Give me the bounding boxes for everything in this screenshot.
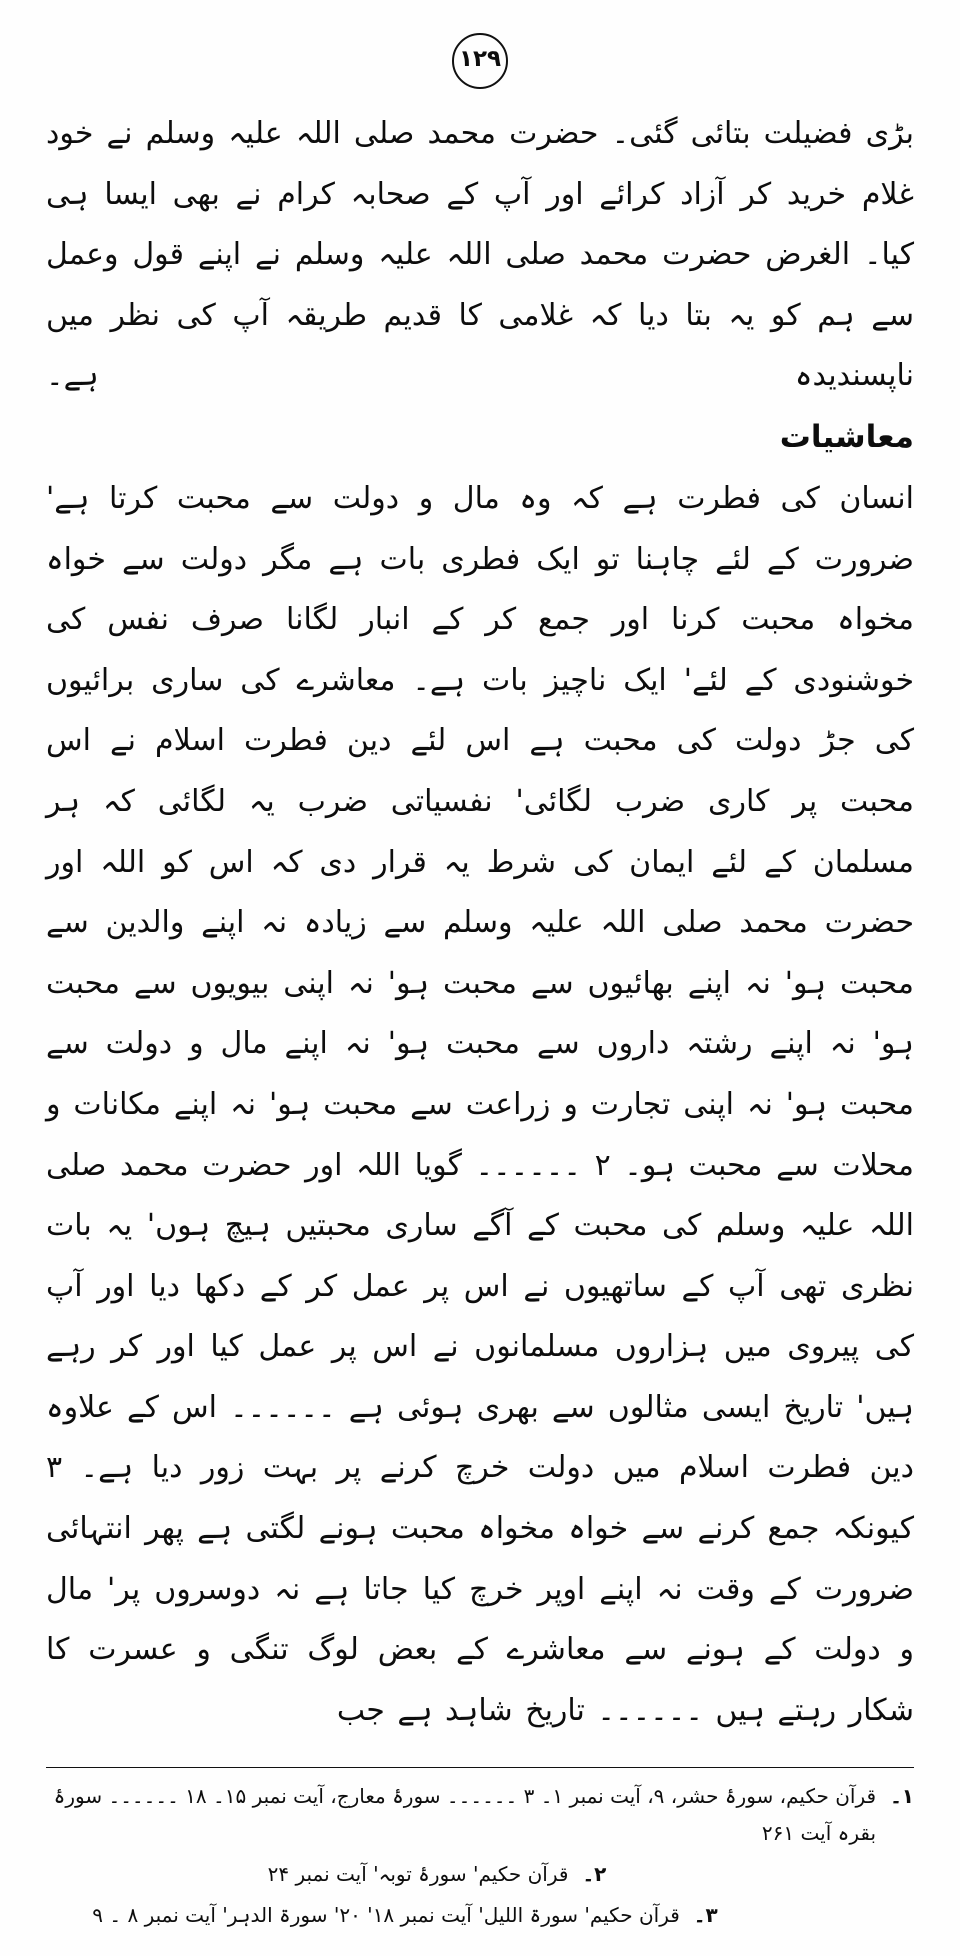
footnote-number: ۲۔ xyxy=(582,1862,607,1887)
paragraph-economics: انسان کی فطرت ہے کہ وہ مال و دولت سے محبت کرتا ہے' ضرورت کے لئے چاہنا تو ایک فطری بات ہے مگر دولت سے خواہ مخواہ محبت کرنا اور جمع کر کے انبار لگانا صرف نفس کی خوشنودی کے لئے' ایک ناچیز بات ہے۔ معاشرے کی ساری برائیوں کی جڑ دولت کی محبت ہے اس لئے دین فطرت اسلام نے اس محبت پر کاری ضرب لگائی' نفسیاتی ضرب یہ لگائی کہ ہر مسلمان کے لئے ایمان کی شرط یہ قرار دی کہ اس کو اللہ اور حضرت محمد صلی اللہ علیہ وسلم سے زیادہ نہ اپنے والدین سے محبت ہو' نہ اپنے بھائیوں سے محبت ہو' نہ اپنی بیویوں سے محبت ہو' نہ اپنے رشتہ داروں سے محبت ہو' نہ اپنے مال و دولت سے محبت ہو' نہ اپنی تجارت و زراعت سے محبت ہو' نہ اپنے مکانات و محلات سے محبت ہو۔ ۲ ۔۔۔۔۔۔ گویا اللہ اور حضرت محمد صلی اللہ علیہ وسلم کی محبت کے آگے ساری محبتیں ہیچ ہوں' یہ بات نظری تھی آپ کے ساتھیوں نے اس پر عمل کر کے دکھا دیا اور آپ کی پیروی میں ہزاروں مسلمانوں نے اس پر عمل کیا اور کر رہے ہیں' تاریخ ایسی مثالوں سے بھری ہوئی ہے ۔۔۔۔۔۔ اس کے علاوہ دین فطرت اسلام میں دولت خرچ کرنے پر بہت زور دیا ہے۔ ۳ کیونکہ جمع کرنے سے خواہ مخواہ محبت ہونے لگتی ہے پھر انتہائی ضرورت کے وقت نہ اپنے اوپر خرچ کیا جاتا ہے نہ دوسروں پر' مال و دولت کے ہونے سے معاشرے کے بعض لوگ تنگی و عسرت کا شکار رہتے ہیں ۔۔۔۔۔۔ تاریخ شاہد ہے جب xyxy=(46,480,914,1728)
footnotes-section xyxy=(46,1778,914,1934)
page-body xyxy=(46,104,914,1741)
footnote-number: ۳۔ xyxy=(693,1903,718,1928)
footnote-item xyxy=(46,1778,914,1852)
page-number: ۱۲۹ xyxy=(452,33,508,89)
footnote-number: ۱۔ xyxy=(890,1784,914,1809)
paragraph-slavery: بڑی فضیلت بتائی گئی۔ حضرت محمد صلی اللہ علیہ وسلم نے خود غلام خرید کر آزاد کرائے اور آپ کے صحابہ کرام نے بھی ایسا ہی کیا۔ الغرض حضرت محمد صلی اللہ علیہ وسلم نے اپنے قول وعمل سے ہم کو یہ بتا دیا کہ غلامی کا قدیم طریقہ آپ کی نظر میں ناپسندیدہ ہے۔ xyxy=(46,116,914,394)
section-heading-economics: معاشیات xyxy=(779,418,914,455)
footnote-text: قرآن حکیم، سورۂ حشر، ۹، آیت نمبر ۱۔ ۳ ۔۔۔۔۔۔ سورۂ معارج، آیت نمبر ۱۵۔ ۱۸ ۔۔۔۔۔۔ سورۂ بقرہ آیت ۲۶۱ xyxy=(53,1784,877,1846)
footnote-text: قرآن حکیم' سورۃ اللیل' آیت نمبر ۱۸' ۲۰' سورۃ الدہر' آیت نمبر ۸ ۔ ۹ xyxy=(92,1903,680,1928)
page-number-container xyxy=(46,22,914,100)
footnote-item xyxy=(46,1897,914,1934)
footnote-divider xyxy=(46,1767,914,1768)
footnote-text: قرآن حکیم' سورۂ توبہ' آیت نمبر ۲۴ xyxy=(267,1862,569,1887)
footnote-item xyxy=(46,1856,914,1893)
